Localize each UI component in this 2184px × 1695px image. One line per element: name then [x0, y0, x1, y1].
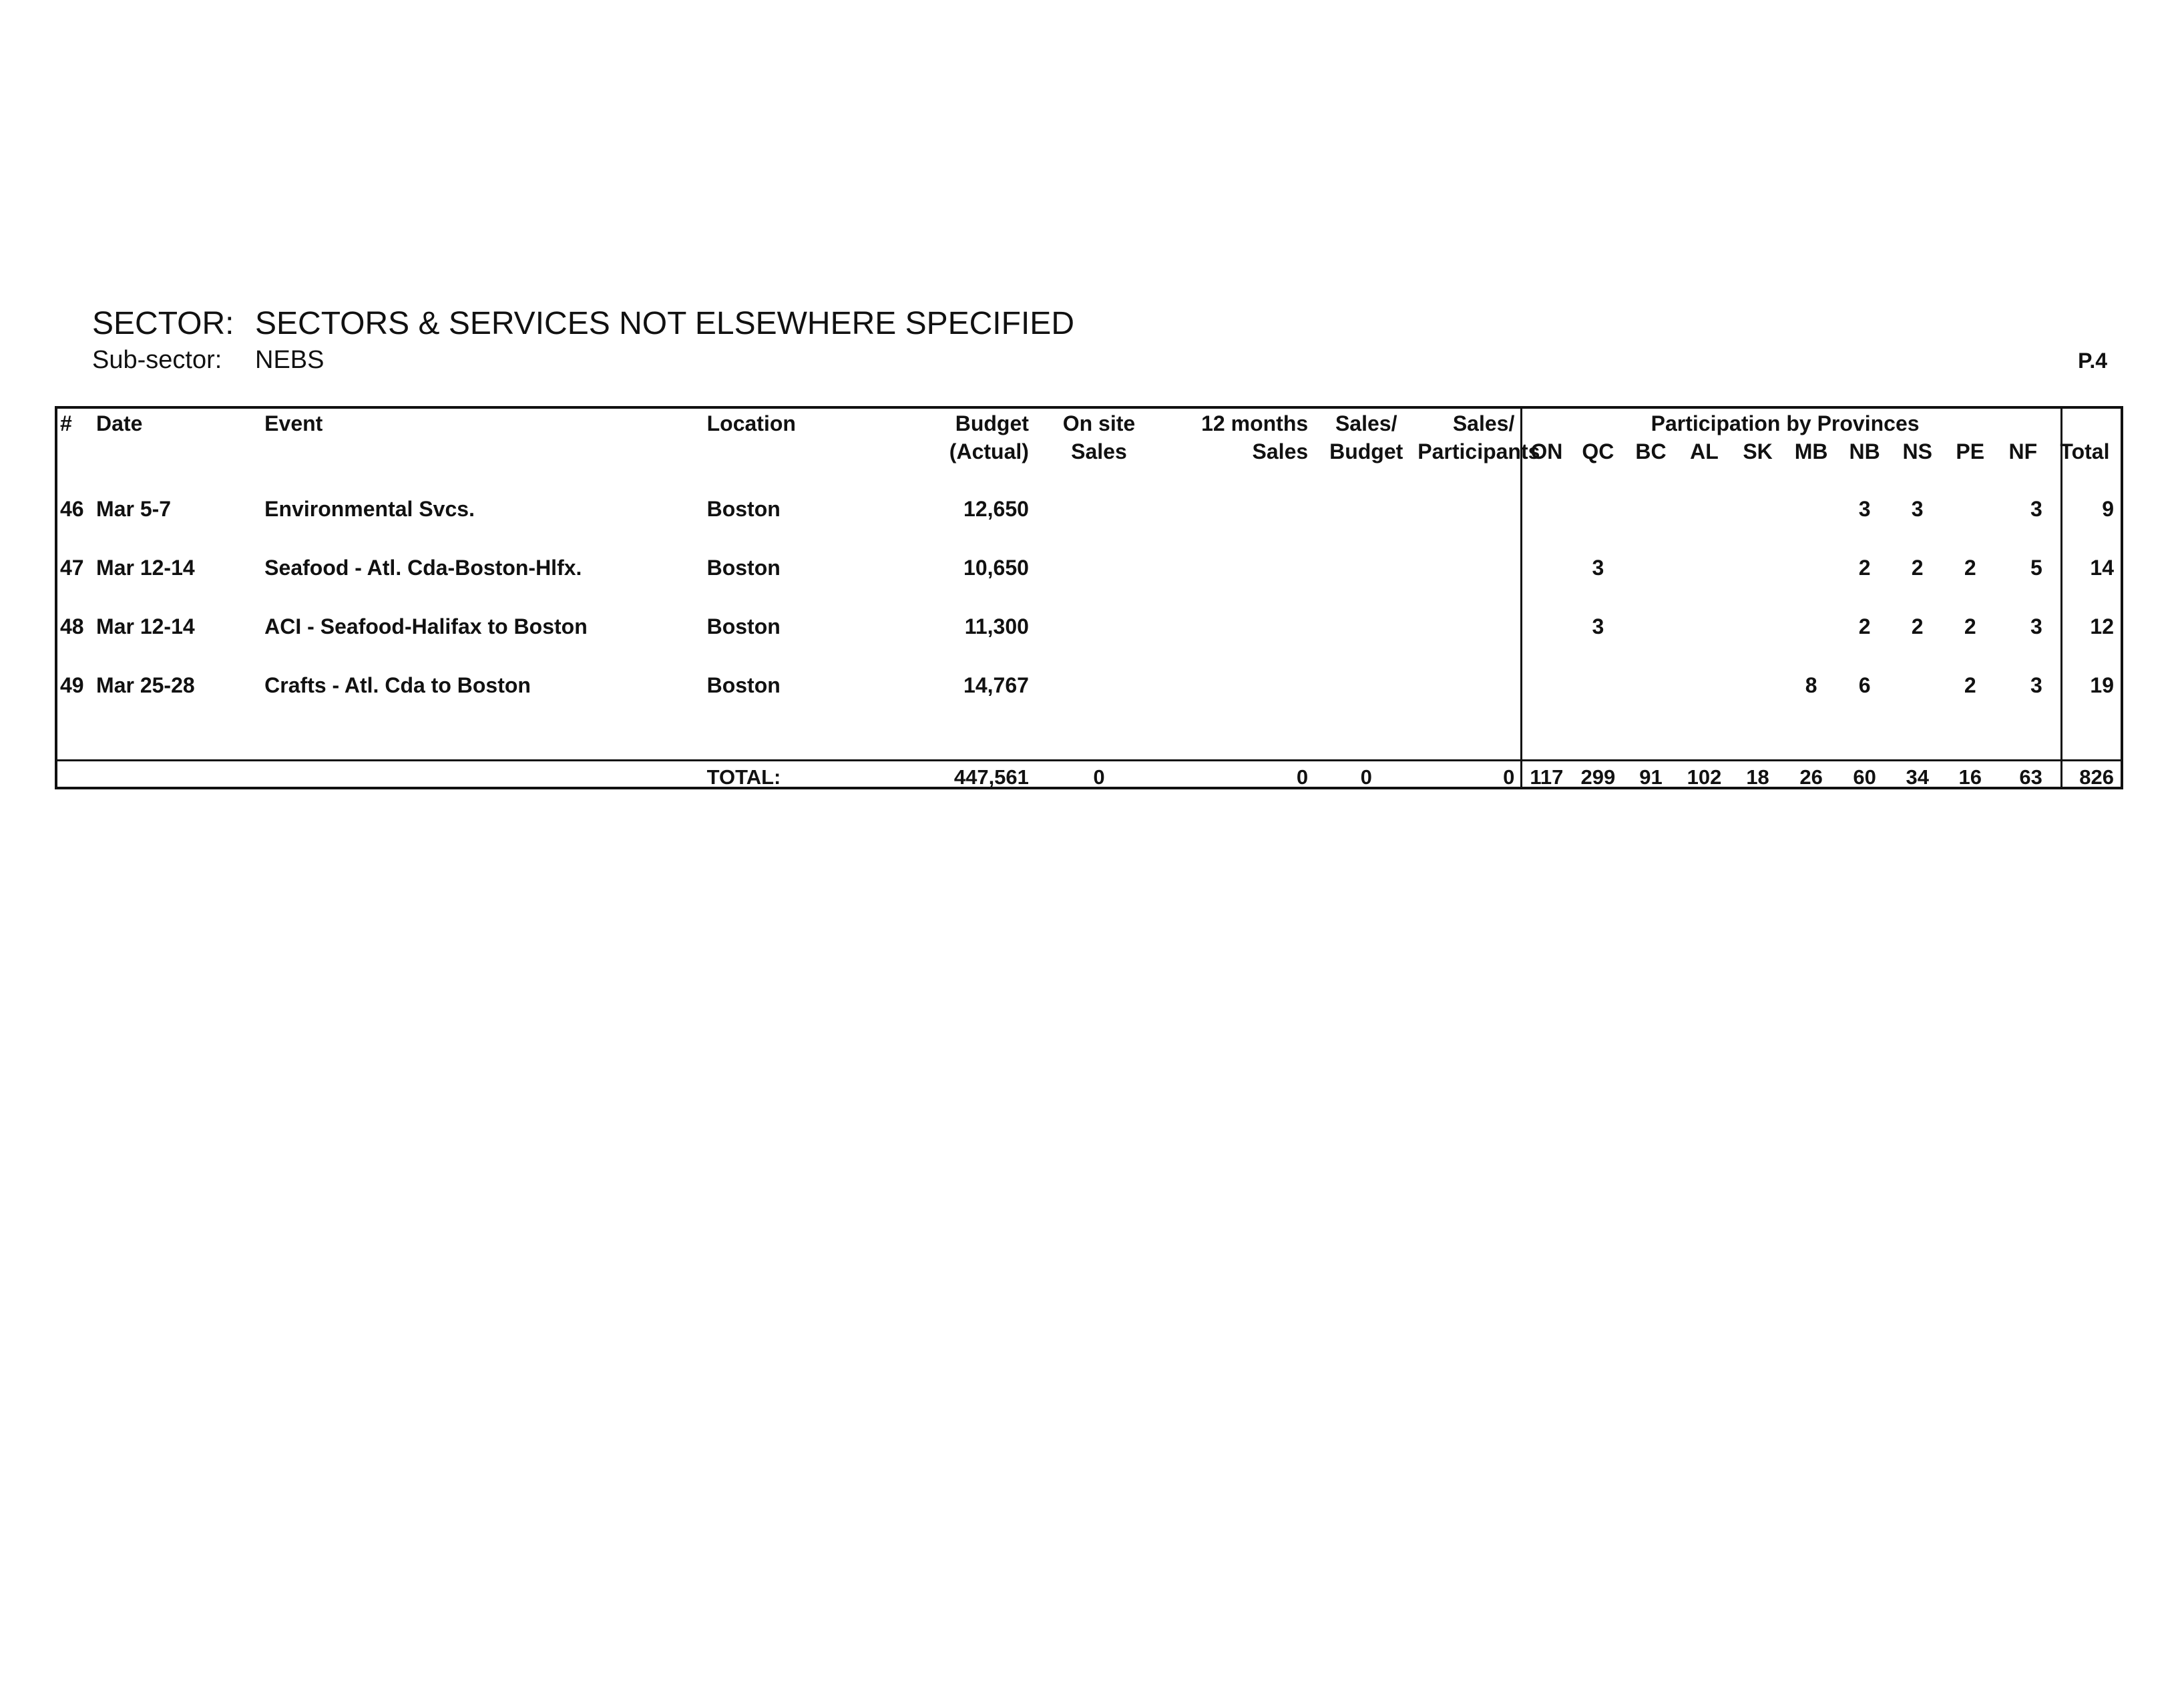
row-twelve-months-sales: [1162, 480, 1315, 538]
row-total: 19: [2090, 673, 2114, 697]
row-prov-pe: 2: [1964, 614, 1976, 638]
totals-onsite-sales: 0: [1093, 765, 1105, 789]
row-prov-mb: [1785, 538, 1838, 597]
header-spacer: [254, 439, 696, 466]
col-budget-header: Budget: [955, 411, 1029, 435]
subsector-value: NEBS: [255, 346, 324, 374]
col-sales-budget-subheader: Budget: [1329, 439, 1403, 463]
row-location: Boston: [706, 614, 781, 638]
row-prov-qc: [1572, 480, 1624, 538]
row-onsite-sales: [1036, 480, 1162, 538]
province-header-on: ON: [1530, 439, 1563, 463]
row-prov-qc: [1572, 656, 1624, 715]
header-gap: [57, 466, 2121, 480]
events-grid: [57, 409, 2121, 793]
row-prov-bc: [1624, 480, 1677, 538]
row-event: ACI - Seafood-Halifax to Boston: [264, 614, 588, 638]
col-location-header: Location: [706, 411, 796, 435]
province-header-sk: SK: [1743, 439, 1773, 463]
row-prov-ns: 2: [1911, 614, 1924, 638]
totals-prov-al: 102: [1687, 765, 1722, 789]
table-row: [57, 597, 2121, 656]
row-prov-sk: [1731, 538, 1785, 597]
row-date: Mar 12-14: [96, 614, 195, 638]
row-date: Mar 25-28: [96, 673, 195, 697]
totals-prov-qc: 299: [1580, 765, 1616, 789]
row-prov-mb: [1785, 597, 1838, 656]
totals-spacer: [254, 761, 696, 793]
row-prov-al: [1677, 538, 1731, 597]
row-prov-al: [1677, 480, 1731, 538]
table-row: [57, 656, 2121, 715]
row-sales-budget: [1315, 597, 1417, 656]
header-spacer: [96, 439, 254, 466]
row-twelve-months-sales: [1162, 538, 1315, 597]
row-sales-participants: [1417, 597, 1521, 656]
province-header-al: AL: [1690, 439, 1719, 463]
col-onsite-header: On site: [1062, 411, 1136, 435]
row-prov-on: [1521, 656, 1572, 715]
row-budget: 12,650: [963, 496, 1029, 521]
row-sales-participants: [1417, 538, 1521, 597]
totals-sales-budget: 0: [1360, 765, 1372, 789]
sector-label: SECTOR:: [92, 306, 234, 341]
col-number-header: #: [60, 411, 72, 435]
row-sales-budget: [1315, 656, 1417, 715]
row-onsite-sales: [1036, 538, 1162, 597]
row-prov-pe: 2: [1964, 555, 1976, 580]
col-sales-participants-subheader: Participants: [1417, 439, 1540, 463]
row-prov-sk: [1731, 597, 1785, 656]
province-header-ns: NS: [1902, 439, 1932, 463]
row-budget: 10,650: [963, 555, 1029, 580]
participation-by-provinces-header: Participation by Provinces: [1651, 411, 1920, 435]
row-prov-ns: 2: [1911, 555, 1924, 580]
row-prov-nb: 2: [1858, 614, 1871, 638]
row-prov-bc: [1624, 538, 1677, 597]
province-header-qc: QC: [1582, 439, 1614, 463]
row-prov-sk: [1731, 480, 1785, 538]
totals-prov-nb: 60: [1853, 765, 1876, 789]
row-event: Crafts - Atl. Cda to Boston: [264, 673, 531, 697]
province-header-nb: NB: [1849, 439, 1880, 463]
province-header-pe: PE: [1956, 439, 1985, 463]
row-prov-sk: [1731, 656, 1785, 715]
row-prov-ns: 3: [1911, 496, 1924, 521]
row-prov-bc: [1624, 597, 1677, 656]
row-total: 14: [2090, 555, 2114, 580]
totals-spacer: [57, 761, 96, 793]
totals-sales-participants: 0: [1503, 765, 1515, 789]
row-prov-nb: 2: [1858, 555, 1871, 580]
row-prov-pe: [1944, 480, 1997, 538]
header-row-2: [57, 439, 2121, 466]
row-prov-pe: 2: [1964, 673, 1976, 697]
events-table: [55, 406, 2123, 789]
row-number: 46: [60, 496, 84, 521]
row-location: Boston: [706, 673, 781, 697]
row-prov-qc: 3: [1592, 614, 1604, 638]
col-budget-subheader: (Actual): [949, 439, 1029, 463]
header-spacer: [696, 439, 863, 466]
row-event: Environmental Svcs.: [264, 496, 475, 521]
row-total: 9: [2102, 496, 2114, 521]
row-sales-budget: [1315, 538, 1417, 597]
totals-prov-mb: 26: [1799, 765, 1823, 789]
subsector-label: Sub-sector:: [92, 346, 222, 374]
col-sales-participants-header: Sales/: [1452, 411, 1515, 435]
row-prov-qc: 3: [1592, 555, 1604, 580]
province-header-mb: MB: [1794, 439, 1828, 463]
row-prov-on: [1521, 480, 1572, 538]
totals-prov-on: 117: [1530, 765, 1564, 789]
totals-prov-nf: 63: [2019, 765, 2042, 789]
row-date: Mar 5-7: [96, 496, 172, 521]
row-prov-nb: 6: [1858, 673, 1871, 697]
col-event-header: Event: [264, 411, 323, 435]
row-prov-nf: 3: [2030, 496, 2042, 521]
page-number: P.4: [2078, 349, 2107, 373]
col-twelve-months-subheader: Sales: [1252, 439, 1309, 463]
row-prov-on: [1521, 597, 1572, 656]
totals-budget: 447,561: [953, 765, 1029, 789]
col-twelve-months-header: 12 months: [1201, 411, 1309, 435]
row-total: 12: [2090, 614, 2114, 638]
totals-prov-ns: 34: [1906, 765, 1929, 789]
row-twelve-months-sales: [1162, 656, 1315, 715]
header-spacer: [57, 439, 96, 466]
row-twelve-months-sales: [1162, 597, 1315, 656]
blank-row: [57, 715, 2121, 761]
row-prov-ns: [1892, 656, 1944, 715]
row-onsite-sales: [1036, 597, 1162, 656]
header-row-1: [57, 409, 2121, 439]
row-prov-mb: 8: [1805, 673, 1817, 697]
row-prov-on: [1521, 538, 1572, 597]
totals-twelve-months-sales: 0: [1296, 765, 1309, 789]
totals-prov-sk: 18: [1746, 765, 1769, 789]
table-row: [57, 538, 2121, 597]
row-prov-nf: 5: [2030, 555, 2042, 580]
row-prov-nf: 3: [2030, 673, 2042, 697]
sector-line: [92, 304, 1074, 344]
row-number: 49: [60, 673, 84, 697]
subsector-line: [92, 344, 1074, 376]
col-onsite-subheader: Sales: [1071, 439, 1127, 463]
row-location: Boston: [706, 555, 781, 580]
row-sales-participants: [1417, 480, 1521, 538]
row-number: 47: [60, 555, 84, 580]
row-location: Boston: [706, 496, 781, 521]
row-date: Mar 12-14: [96, 555, 195, 580]
row-prov-nb: 3: [1858, 496, 1871, 521]
row-sales-participants: [1417, 656, 1521, 715]
col-sales-budget-header: Sales/: [1335, 411, 1397, 435]
row-prov-al: [1677, 656, 1731, 715]
totals-spacer: [96, 761, 254, 793]
table-row: [57, 480, 2121, 538]
row-onsite-sales: [1036, 656, 1162, 715]
totals-prov-bc: 91: [1639, 765, 1663, 789]
row-prov-bc: [1624, 656, 1677, 715]
col-total-header: Total: [2060, 439, 2110, 463]
row-sales-budget: [1315, 480, 1417, 538]
col-date-header: Date: [96, 411, 143, 435]
totals-grand-total: 826: [2079, 765, 2114, 789]
totals-row: [57, 761, 2121, 793]
total-header-spacer: [2049, 409, 2121, 439]
totals-prov-pe: 16: [1958, 765, 1982, 789]
row-number: 48: [60, 614, 84, 638]
province-header-nf: NF: [2008, 439, 2038, 463]
document-heading: [92, 304, 1074, 376]
row-prov-mb: [1785, 480, 1838, 538]
row-prov-nf: 3: [2030, 614, 2042, 638]
totals-label: TOTAL:: [706, 765, 781, 789]
row-budget: 14,767: [963, 673, 1029, 697]
province-header-bc: BC: [1635, 439, 1667, 463]
row-budget: 11,300: [964, 614, 1029, 638]
sector-value: SECTORS & SERVICES NOT ELSEWHERE SPECIFIED: [255, 306, 1074, 341]
row-prov-al: [1677, 597, 1731, 656]
row-event: Seafood - Atl. Cda-Boston-Hlfx.: [264, 555, 582, 580]
